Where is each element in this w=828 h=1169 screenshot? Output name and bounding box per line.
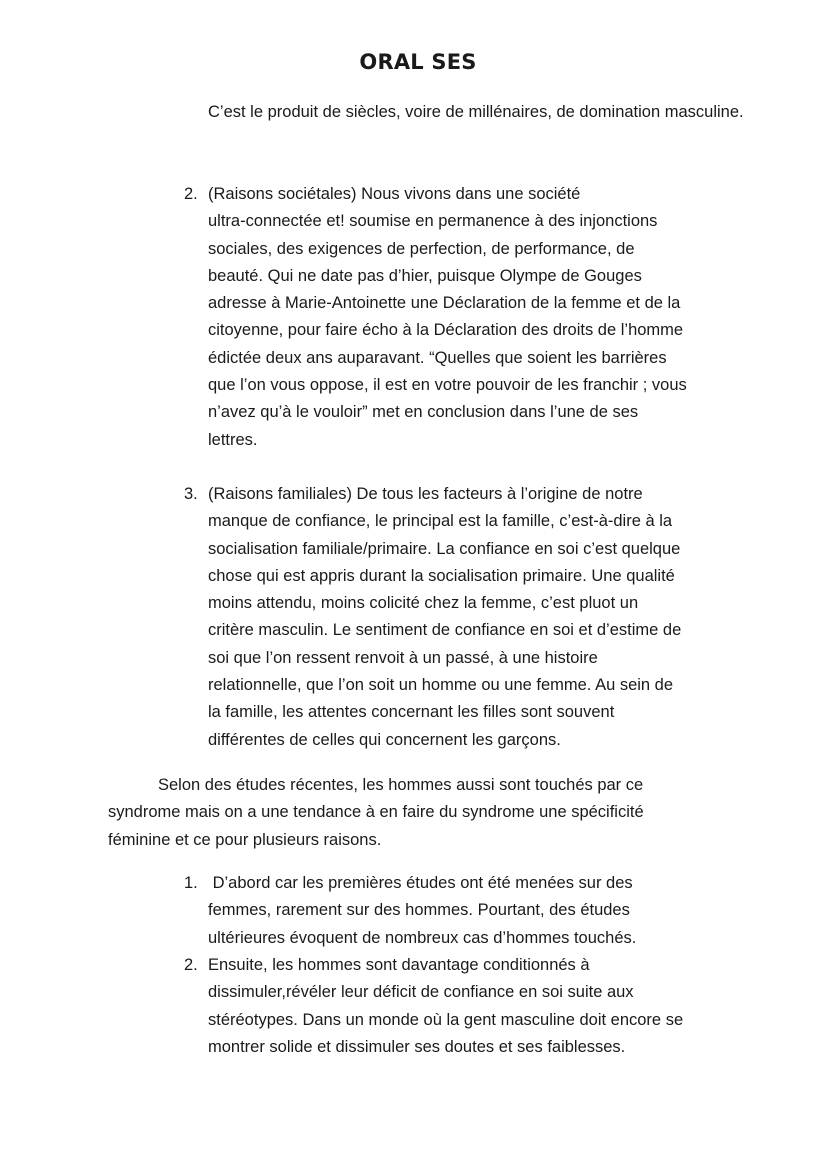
list-item: [184, 181, 744, 454]
text-line: syndrome mais on a une tendance à en faire du syndrome une spécificité: [108, 803, 644, 822]
text-line: édictée deux ans auparavant. “Quelles que soient les barrières: [208, 348, 667, 367]
continuation-paragraph: [208, 99, 748, 126]
text-line: socialisation familiale/primaire. La confiance en soi c’est quelque: [208, 539, 681, 558]
text-line: différentes de celles qui concernent les garçons.: [208, 730, 561, 749]
text-line: dissimuler,révéler leur déficit de confiance en soi suite aux: [208, 983, 634, 1002]
page-title: ORAL SES: [359, 50, 477, 74]
text-line: soi que l’on ressent renvoit à un passé, à une histoire: [208, 648, 598, 667]
text-line: Selon des études récentes, les hommes aussi sont touchés par ce: [158, 776, 644, 794]
text-line: citoyenne, pour faire écho à la Déclaration des droits de l’homme: [208, 321, 684, 340]
text-line: n’avez qu’à le vouloir” met en conclusion dans l’une de ses: [208, 403, 639, 422]
body-paragraph: [108, 772, 748, 854]
text-line: beauté. Qui ne date pas d’hier, puisque Olympe de Gouges: [208, 266, 642, 285]
text-line: montrer solide et dissimuler ses doutes et ses faiblesses.: [208, 1037, 626, 1056]
text-line: sociales, des exigences de perfection, de performance, de: [208, 239, 635, 258]
list-item-number: 3.: [184, 485, 198, 503]
list-item: [184, 952, 744, 1061]
text-line: chose qui est appris durant la socialisation primaire. Une qualité: [208, 566, 675, 585]
text-line: femmes, rarement sur des hommes. Pourtant, des études: [208, 901, 630, 920]
text-line: la famille, les attentes concernant les filles sont souvent: [208, 703, 615, 722]
text-line: lettres.: [208, 430, 258, 449]
continuation-text: C’est le produit de siècles, voire de millénaires, de domination masculine.: [208, 103, 744, 121]
text-line: Ensuite, les hommes sont davantage conditionnés à: [208, 956, 590, 974]
text-line: que l’on vous oppose, il est en votre pouvoir de les franchir ; vous: [208, 376, 687, 395]
text-line: D’abord car les premières études ont été menées sur des: [208, 874, 633, 892]
text-line: manque de confiance, le principal est la famille, c’est-à-dire à la: [208, 512, 673, 531]
text-line: critère masculin. Le sentiment de confiance en soi et d’estime de: [208, 621, 682, 640]
text-line: adresse à Marie-Antoinette une Déclaration de la femme et de la: [208, 294, 681, 313]
list-item-number: 2.: [184, 185, 198, 203]
text-line: stéréotypes. Dans un monde où la gent masculine doit encore se: [208, 1010, 684, 1029]
list-item: [184, 481, 744, 754]
text-line: ultra-connectée et! soumise en permanence à des injonctions: [208, 212, 658, 231]
text-line: (Raisons familiales) De tous les facteurs à l’origine de notre: [208, 485, 643, 503]
text-line: relationnelle, que l’on soit un homme ou une femme. Au sein de: [208, 676, 674, 695]
text-line: (Raisons sociétales) Nous vivons dans une société: [208, 185, 581, 203]
list-item-number: 1.: [184, 874, 198, 892]
list-item-body: [208, 952, 744, 1061]
list-item-number: 2.: [184, 956, 198, 974]
text-line: ultérieures évoquent de nombreux cas d’hommes touchés.: [208, 928, 637, 947]
list-item-body: [208, 870, 744, 952]
text-line: féminine et ce pour plusieurs raisons.: [108, 830, 382, 849]
text-line: moins attendu, moins colicité chez la femme, c’est pluot un: [208, 594, 639, 613]
list-item-body: [208, 181, 744, 454]
list-item-body: [208, 481, 744, 754]
list-item: [184, 870, 744, 952]
